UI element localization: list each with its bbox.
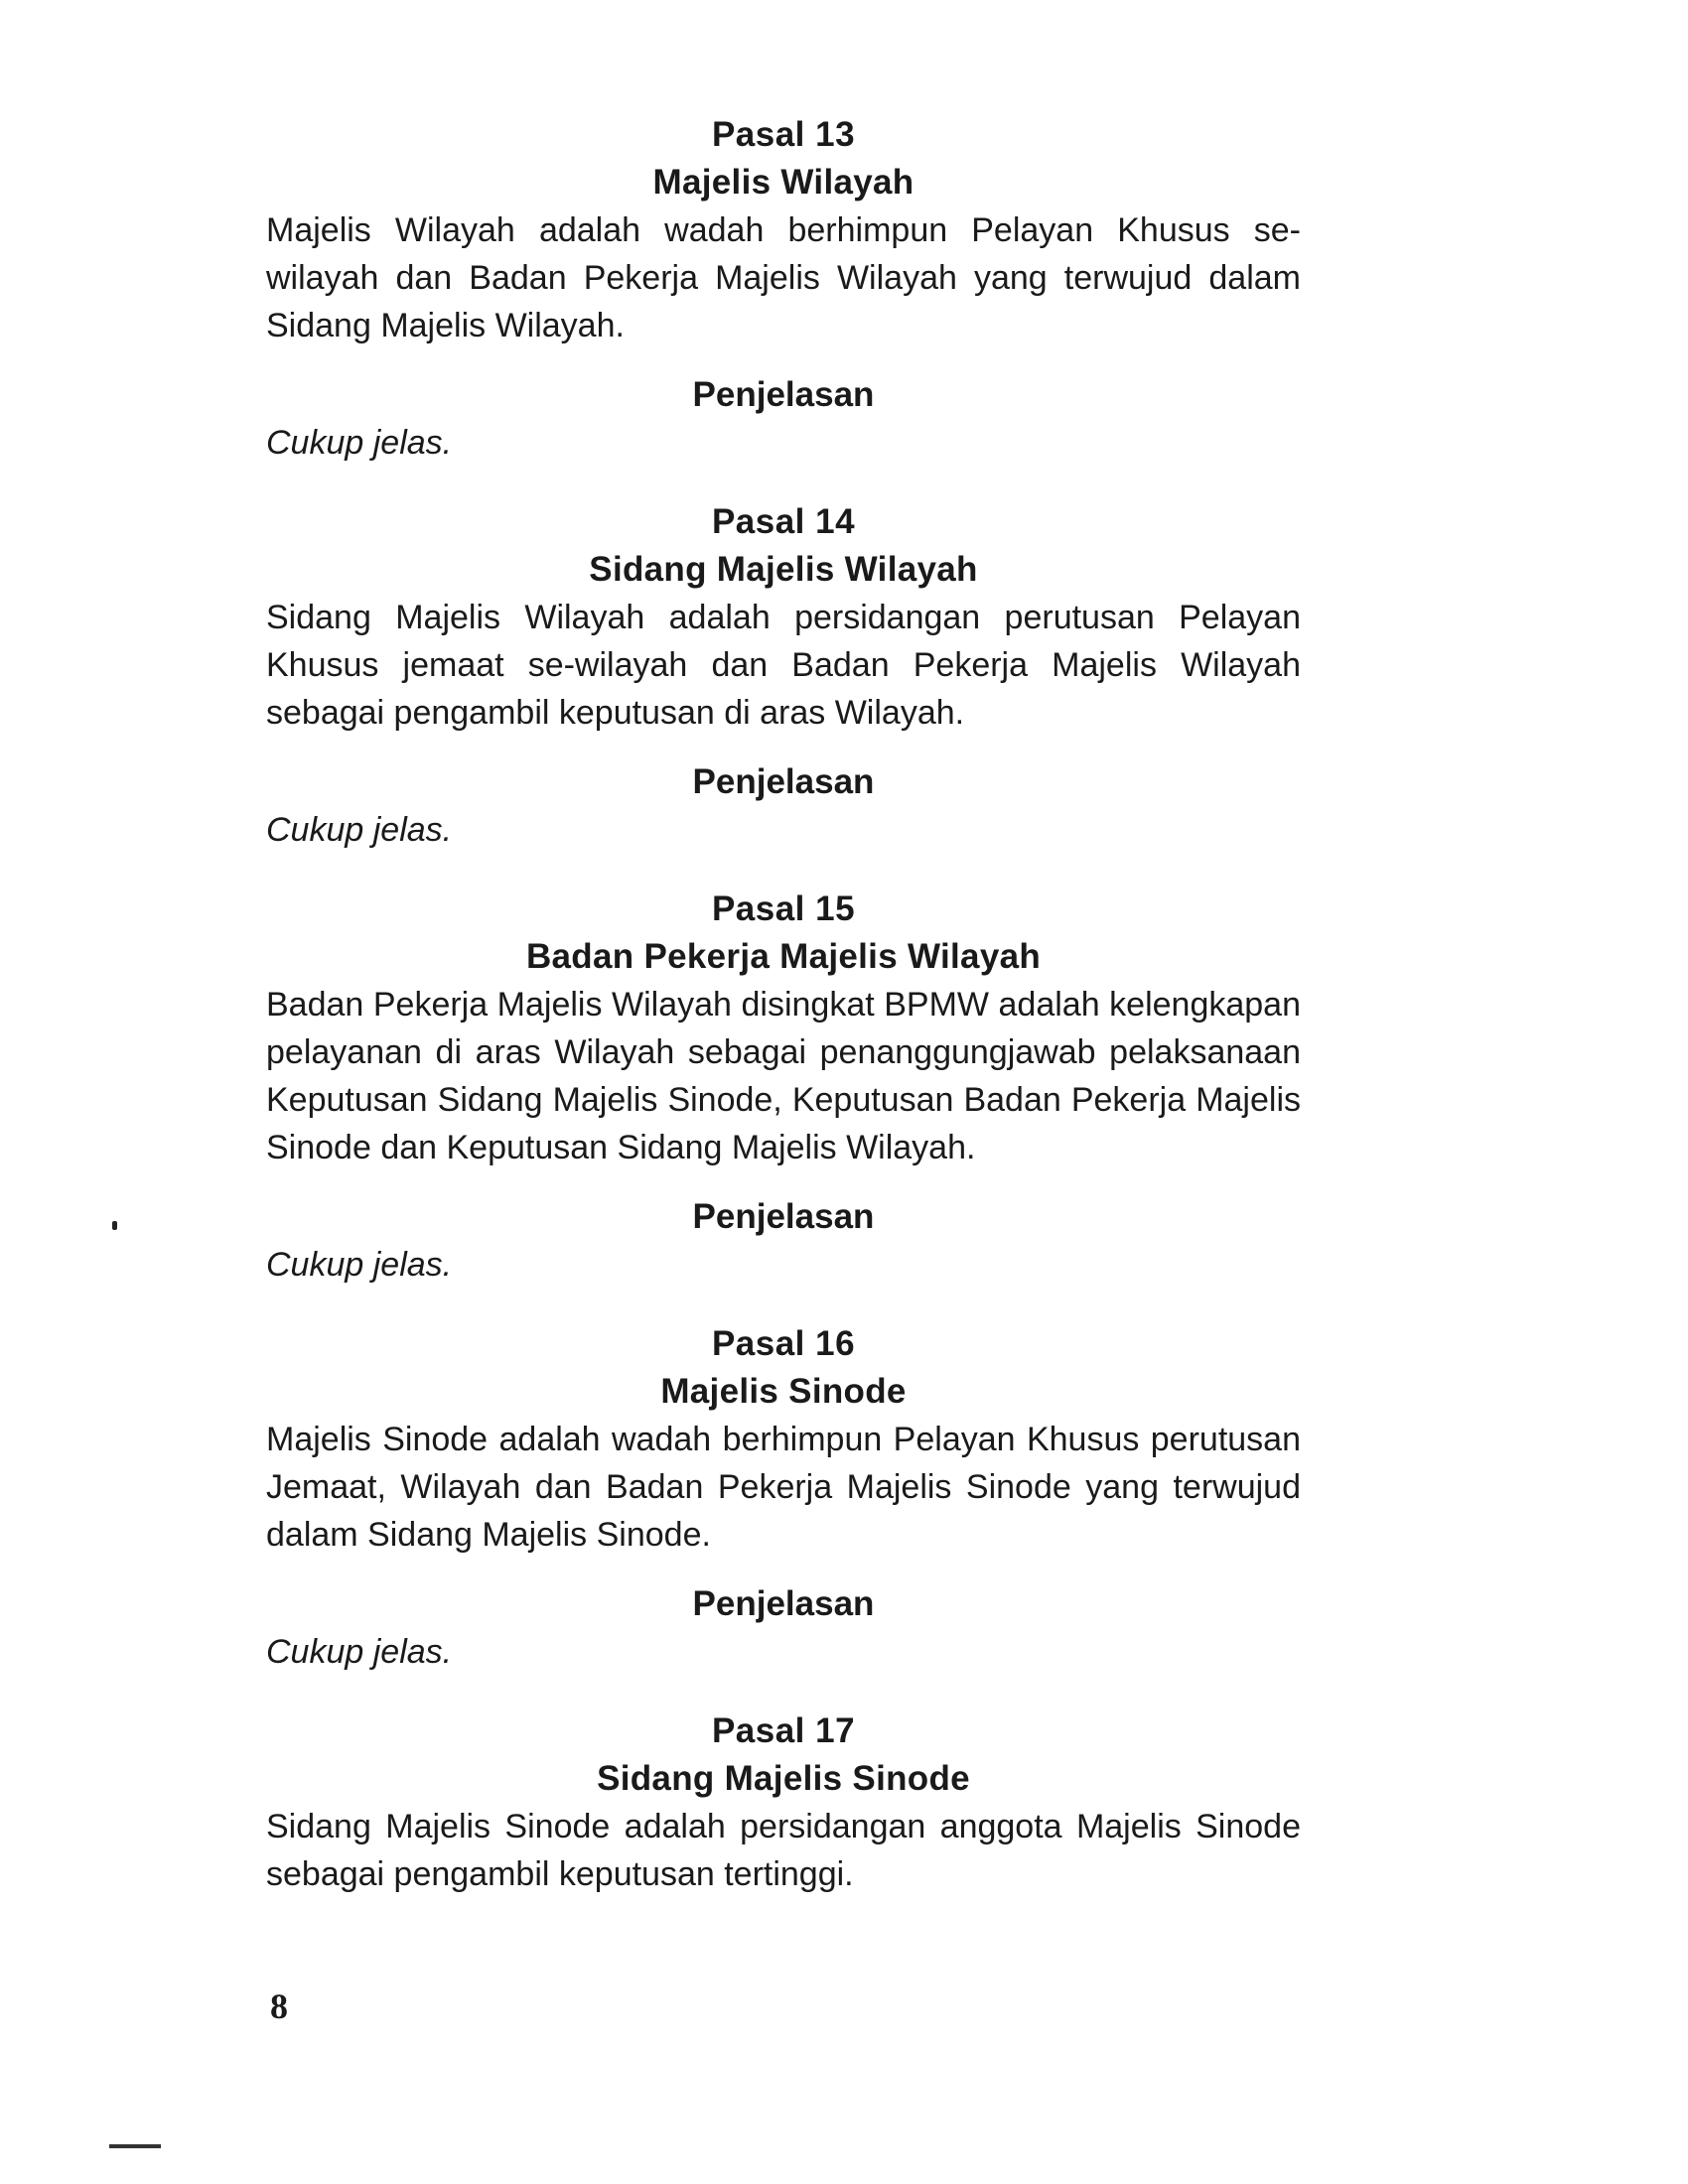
pasal-body: Majelis Sinode adalah wadah berhimpun Pelayan Khusus perutusan Jemaat, Wilayah dan Badan Pekerja Majelis Sinode yang terwujud dalam Sidang Majelis Sinode. — [266, 1421, 1301, 1554]
page-number: 8 — [270, 1986, 288, 2026]
penjelasan-heading: Penjelasan — [692, 762, 875, 801]
penjelasan-text: Cukup jelas. — [266, 1633, 453, 1671]
pasal-title: Sidang Majelis Wilayah — [589, 550, 978, 589]
pasal-number: Pasal 15 — [711, 889, 856, 928]
pasal-body: Sidang Majelis Wilayah adalah persidangan perutusan Pelayan Khusus jemaat se-wilayah dan Badan Pekerja Majelis Wilayah sebagai pengambil keputusan di aras Wilayah. — [266, 599, 1301, 732]
pasal-number: Pasal 17 — [711, 1711, 856, 1750]
pasal-title: Majelis Wilayah — [652, 163, 914, 202]
pasal-body: Sidang Majelis Sinode adalah persidangan anggota Majelis Sinode sebagai pengambil keputusan tertinggi. — [266, 1808, 1301, 1893]
pasal-14-section — [266, 498, 1301, 854]
pasal-body: Badan Pekerja Majelis Wilayah disingkat BPMW adalah kelengkapan pelayanan di aras Wilayah sebagai penanggungjawab pelaksanaan Keputusan Sidang Majelis Sinode, Keputusan Badan Pekerja Majelis Sinode dan Keputusan Sidang Majelis Wilayah. — [266, 986, 1301, 1166]
penjelasan-heading: Penjelasan — [692, 1197, 875, 1236]
pasal-13-section — [266, 111, 1301, 467]
pasal-number: Pasal 16 — [711, 1324, 856, 1363]
scan-speck — [112, 1221, 117, 1230]
penjelasan-text: Cukup jelas. — [266, 811, 453, 849]
pasal-16-section — [266, 1320, 1301, 1676]
pasal-17-section — [266, 1707, 1301, 1898]
penjelasan-text: Cukup jelas. — [266, 424, 453, 462]
pasal-15-section — [266, 886, 1301, 1289]
pasal-title: Sidang Majelis Sinode — [597, 1759, 970, 1798]
pasal-number: Pasal 13 — [711, 115, 856, 154]
pasal-title: Majelis Sinode — [660, 1372, 907, 1411]
pasal-body: Majelis Wilayah adalah wadah berhimpun Pelayan Khusus se-wilayah dan Badan Pekerja Majelis Wilayah yang terwujud dalam Sidang Majelis Wilayah. — [266, 211, 1301, 344]
pasal-title: Badan Pekerja Majelis Wilayah — [525, 937, 1042, 976]
pasal-number: Pasal 14 — [711, 502, 856, 541]
penjelasan-heading: Penjelasan — [692, 1584, 875, 1623]
penjelasan-heading: Penjelasan — [692, 375, 875, 414]
scan-edge-mark — [109, 2144, 161, 2148]
document-page — [266, 111, 1301, 1904]
penjelasan-text: Cukup jelas. — [266, 1246, 453, 1284]
